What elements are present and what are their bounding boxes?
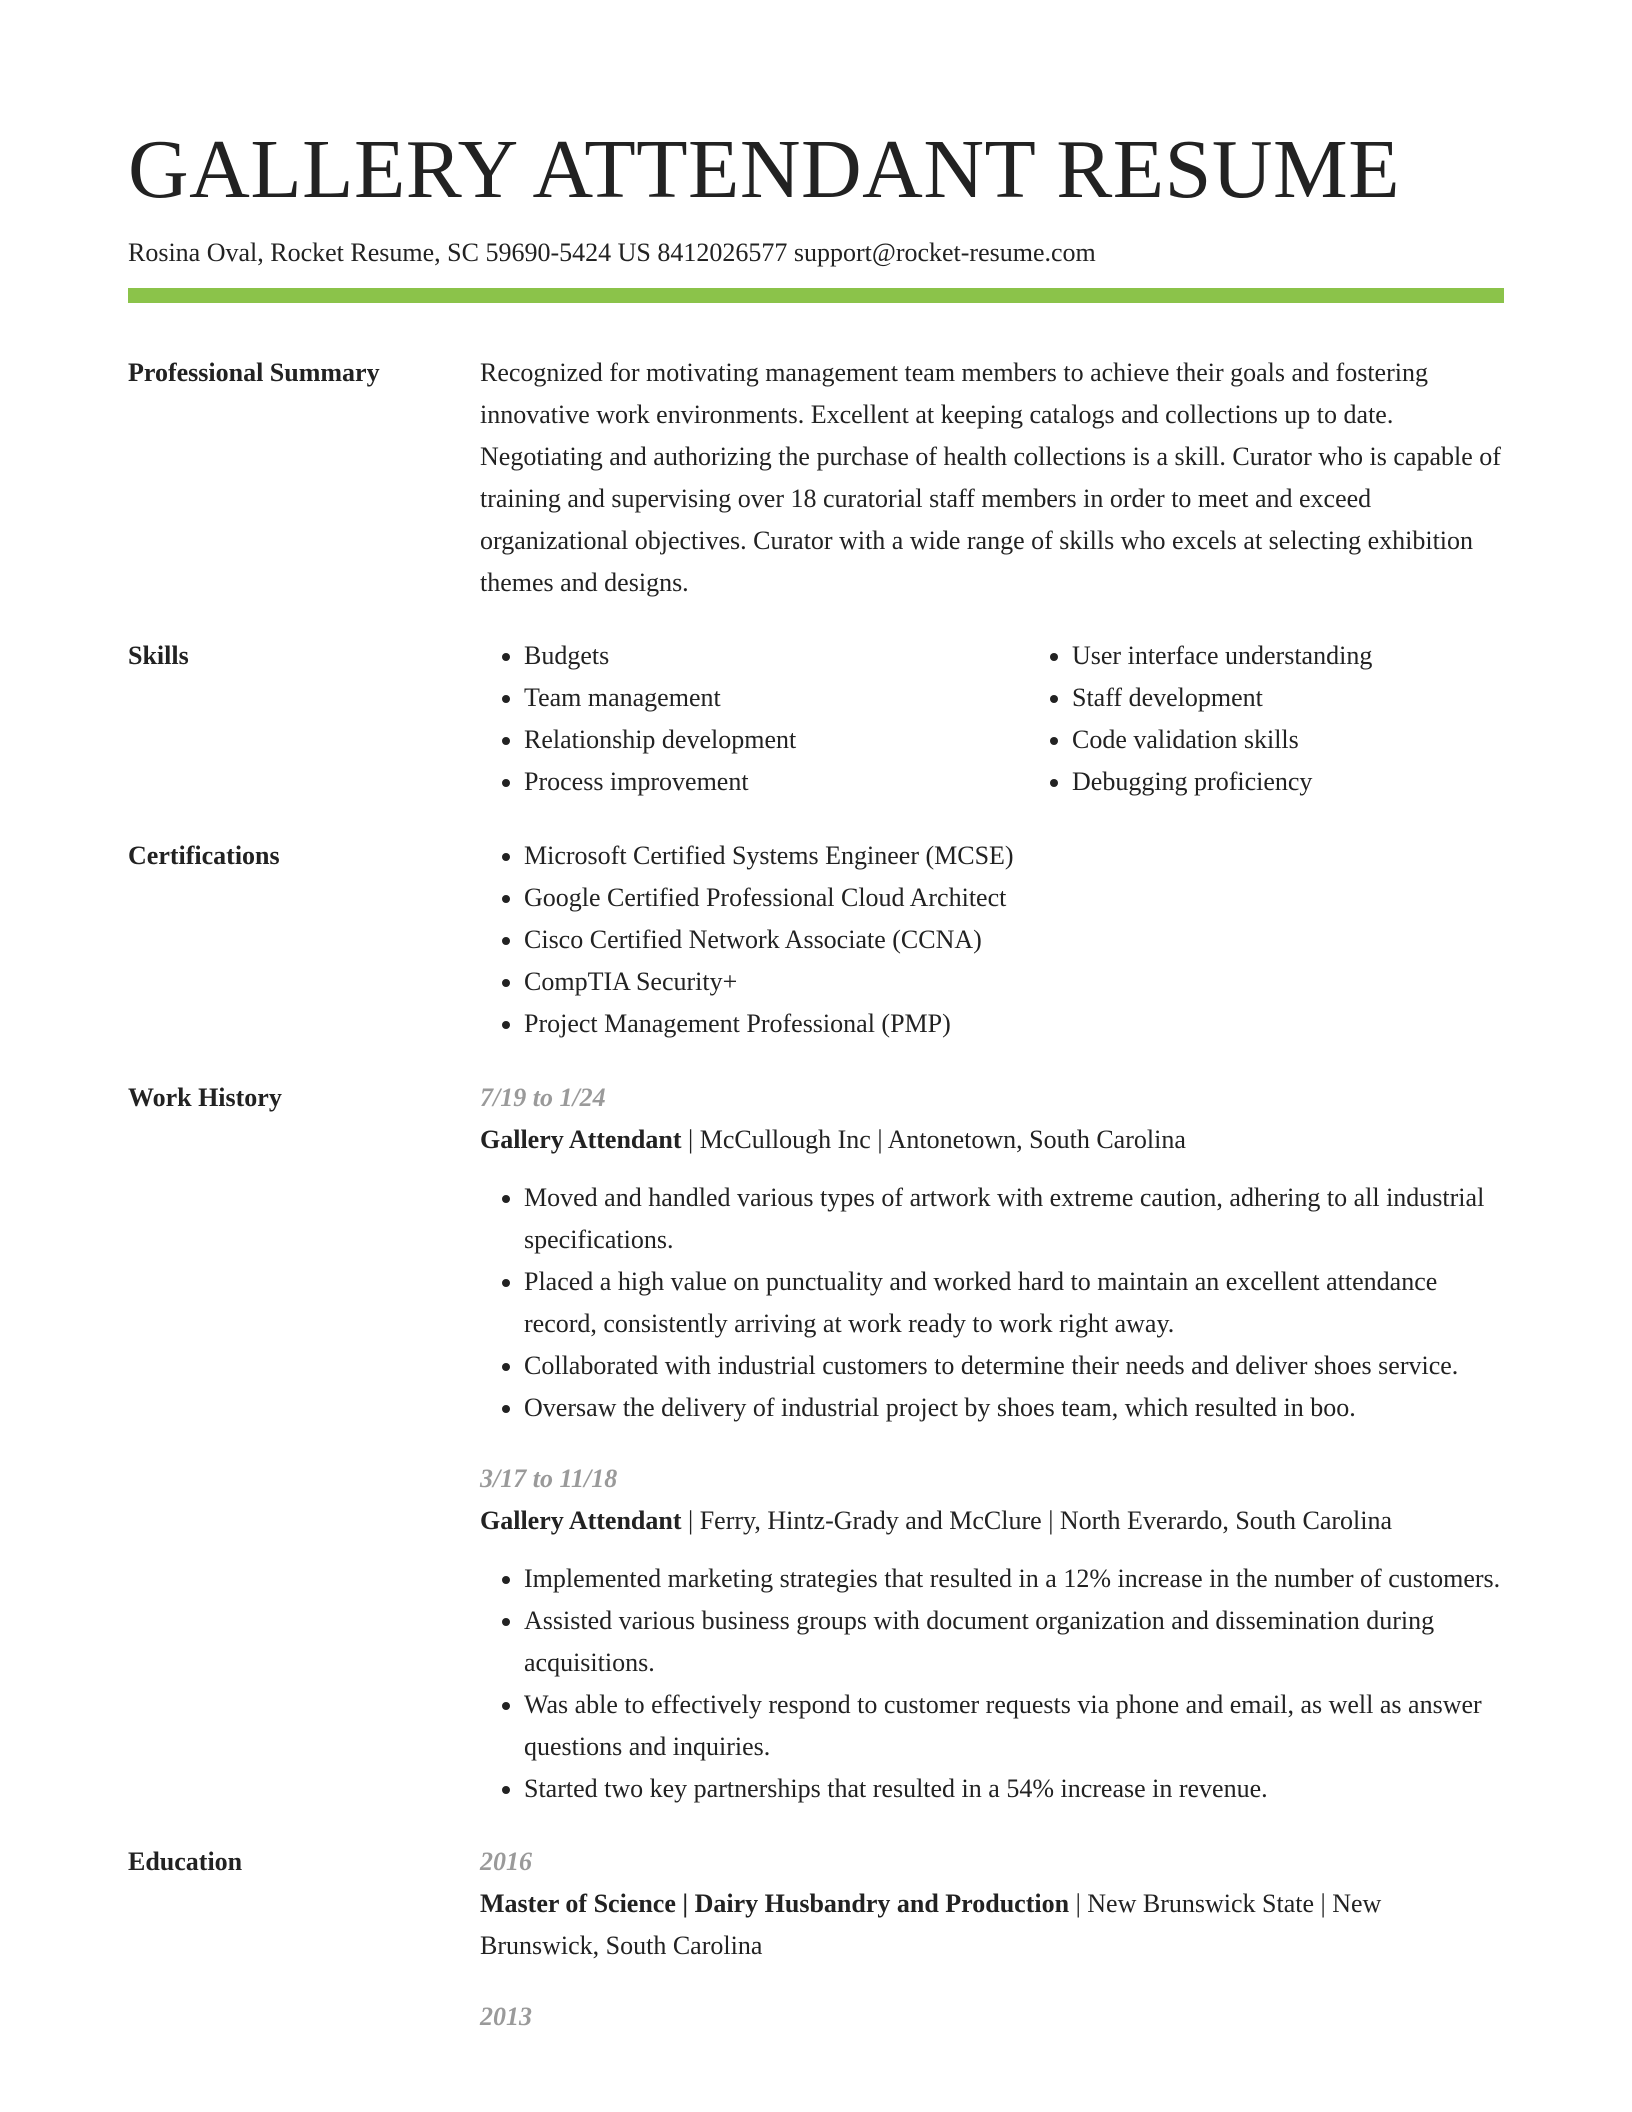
- skills-section: [128, 635, 1504, 803]
- skills-list-left: [480, 635, 1028, 803]
- list-item: • Was able to effectively respond to customer requests via phone and email, as well as answer questions and inquiries.: [524, 1684, 1504, 1768]
- list-item: • Microsoft Certified Systems Engineer (MCSE): [524, 835, 1504, 877]
- accent-divider: [128, 288, 1504, 303]
- list-item: • Started two key partnerships that resulted in a 54% increase in revenue.: [524, 1768, 1504, 1810]
- list-item: • Debugging proficiency: [1072, 761, 1576, 803]
- education-line: [480, 1883, 1504, 1967]
- education-entry: [480, 1841, 1504, 1967]
- work-history-section: [128, 1077, 1504, 1810]
- list-item: • Placed a high value on punctuality and worked hard to maintain an excellent attendance record, consistently arriving at work ready to work right away.: [524, 1261, 1504, 1345]
- job-details: | McCullough Inc | Antonetown, South Carolina: [681, 1125, 1186, 1154]
- summary-text: Recognized for motivating management team members to achieve their goals and fostering innovative work environments. Excellent at keeping catalogs and collections up to date. Negotiating and authorizing the purchase of health collections is a skill. Curator who is capable of training and supervising over 18 curatorial staff members in order to meet and exceed organizational objectives. Curator with a wide range of skills who excels at selecting exhibition themes and designs.: [480, 358, 1501, 597]
- degree-title: Master of Science | Dairy Husbandry and Production: [480, 1889, 1070, 1918]
- education-section: [128, 1841, 1504, 2038]
- summary-section: [128, 352, 1504, 604]
- resume-title: GALLERY ATTENDANT RESUME: [128, 123, 1400, 216]
- list-item: • Cisco Certified Network Associate (CCNA): [524, 919, 1504, 961]
- job-bullets: [480, 1177, 1504, 1429]
- list-item: • Process improvement: [524, 761, 1028, 803]
- list-item: • Project Management Professional (PMP): [524, 1003, 1504, 1045]
- list-item: • CompTIA Security+: [524, 961, 1504, 1003]
- job-dates: 7/19 to 1/24: [480, 1083, 606, 1112]
- section-label-work: Work History: [128, 1083, 282, 1112]
- section-label-skills: Skills: [128, 641, 189, 670]
- certifications-section: [128, 835, 1504, 1045]
- list-item: • Relationship development: [524, 719, 1028, 761]
- job-title: Gallery Attendant: [480, 1506, 682, 1535]
- education-entry: [480, 1996, 1504, 2038]
- education-year: 2013: [480, 2002, 532, 2031]
- list-item: • Budgets: [524, 635, 1028, 677]
- list-item: • Collaborated with industrial customers to determine their needs and deliver shoes service.: [524, 1345, 1504, 1387]
- skills-list-right: [1028, 635, 1576, 803]
- list-item: • Oversaw the delivery of industrial project by shoes team, which resulted in boo.: [524, 1387, 1504, 1429]
- section-label-certifications: Certifications: [128, 841, 280, 870]
- list-item: • Moved and handled various types of artwork with extreme caution, adhering to all industrial specifications.: [524, 1177, 1504, 1261]
- list-item: • Code validation skills: [1072, 719, 1576, 761]
- list-item: • User interface understanding: [1072, 635, 1576, 677]
- job-title: Gallery Attendant: [480, 1125, 682, 1154]
- section-label-summary: Professional Summary: [128, 358, 380, 387]
- list-item: • Staff development: [1072, 677, 1576, 719]
- job-bullets: [480, 1558, 1504, 1810]
- job-role-line: [480, 1500, 1504, 1542]
- resume-page: [128, 118, 1504, 2038]
- job-details: | Ferry, Hintz-Grady and McClure | North Everardo, South Carolina: [681, 1506, 1393, 1535]
- education-year: 2016: [480, 1847, 532, 1876]
- job-role-line: [480, 1119, 1504, 1161]
- job-entry: [480, 1077, 1504, 1429]
- list-item: • Implemented marketing strategies that resulted in a 12% increase in the number of customers.: [524, 1558, 1504, 1600]
- contact-line: Rosina Oval, Rocket Resume, SC 59690-5424 US 8412026577 support@rocket-resume.com: [128, 238, 1096, 267]
- section-label-education: Education: [128, 1847, 243, 1876]
- certifications-list: [480, 835, 1504, 1045]
- list-item: • Assisted various business groups with document organization and dissemination during acquisitions.: [524, 1600, 1504, 1684]
- education-details: | New Brunswick State | New Brunswick, South Carolina: [480, 1889, 1382, 1960]
- job-dates: 3/17 to 11/18: [480, 1464, 618, 1493]
- job-entry: [480, 1458, 1504, 1810]
- list-item: • Google Certified Professional Cloud Architect: [524, 877, 1504, 919]
- list-item: • Team management: [524, 677, 1028, 719]
